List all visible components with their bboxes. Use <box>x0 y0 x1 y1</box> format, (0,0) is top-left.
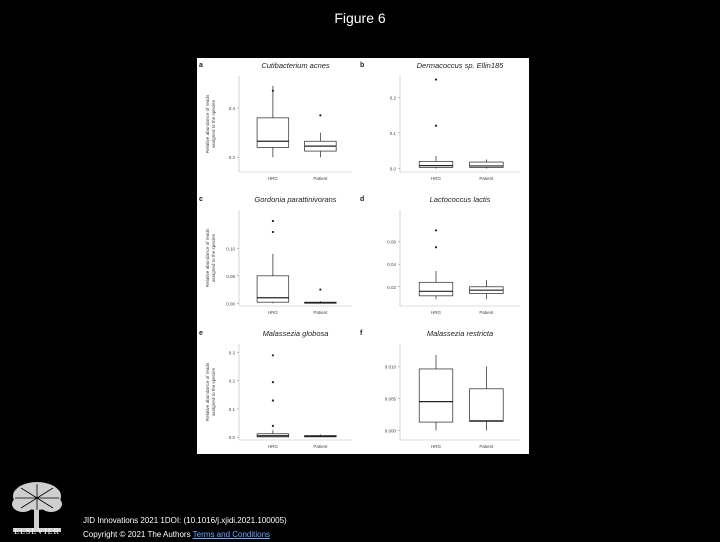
figure-svg <box>197 58 529 454</box>
panel-b <box>360 61 520 181</box>
box-hrg <box>419 161 453 167</box>
outlier-point <box>272 381 274 383</box>
y-tick-label-b: 0.1 <box>389 130 396 136</box>
y-tick-label-c: 0.10 <box>226 246 235 252</box>
outlier-point <box>272 425 274 427</box>
y-tick-label-d: 0.02 <box>387 284 396 290</box>
figure-6 <box>197 58 529 454</box>
panel-letter-b: b <box>360 62 365 69</box>
panel-c <box>199 195 352 315</box>
outlier-point <box>272 220 274 222</box>
y-axis-label-c: assigned to the species <box>211 233 216 283</box>
outlier-point <box>272 354 274 356</box>
box-hrg <box>257 118 289 148</box>
panel-letter-c: c <box>199 196 203 203</box>
x-tick-label-d: HRG <box>431 310 441 315</box>
y-tick-label-b: 0.0 <box>389 166 396 172</box>
box-patient <box>470 162 504 167</box>
x-tick-label-d: Patient <box>479 310 494 315</box>
outlier-point <box>272 399 274 401</box>
outlier-point <box>435 229 437 231</box>
panel-title-d: Lactococcus lactis <box>429 195 491 204</box>
slide-footer <box>83 514 287 542</box>
y-axis-label-e: assigned to the species <box>211 367 216 417</box>
x-tick-label-a: Patient <box>313 176 328 181</box>
y-axis-label-a: assigned to the species <box>211 99 216 149</box>
copyright-text: Copyright © 2021 The Authors <box>83 530 191 539</box>
y-tick-label-a: 0.2 <box>228 155 235 161</box>
y-tick-label-d: 0.04 <box>387 262 396 268</box>
box-patient <box>470 389 504 422</box>
y-tick-label-e: 0.0 <box>228 435 235 441</box>
panel-title-c: Gordonia parattinivorans <box>254 195 337 204</box>
citation: JID Innovations 2021 1DOI: (10.1016/j.xjidi.2021.100005) <box>83 516 287 525</box>
panel-letter-e: e <box>199 330 203 337</box>
x-tick-label-f: HRG <box>431 444 441 449</box>
panel-letter-f: f <box>360 330 363 337</box>
panel-title-b: Dermacoccus sp. Ellin185 <box>416 61 504 70</box>
y-tick-label-e: 0.2 <box>228 378 235 384</box>
y-tick-label-d: 0.06 <box>387 239 396 245</box>
outlier-point <box>435 125 437 127</box>
x-tick-label-e: Patient <box>313 444 328 449</box>
y-axis-label-a: Relative abundance of reads <box>205 94 210 154</box>
outlier-point <box>319 114 321 116</box>
panel-title-a: Cutibacterium acnes <box>261 61 330 70</box>
terms-link[interactable]: Terms and Conditions <box>192 530 271 539</box>
outlier-point <box>435 246 437 248</box>
panel-d <box>360 195 520 315</box>
y-tick-label-f: 0.000 <box>384 428 396 434</box>
slide-title: Figure 6 <box>334 10 386 26</box>
y-tick-label-f: 0.005 <box>384 396 396 402</box>
outlier-point <box>319 288 321 290</box>
panel-letter-d: d <box>360 196 365 203</box>
y-tick-label-a: 0.4 <box>228 106 235 111</box>
panel-a <box>199 61 352 181</box>
outlier-point <box>272 90 274 92</box>
y-axis-label-c: Relative abundance of reads <box>205 228 210 288</box>
y-tick-label-e: 0.3 <box>228 350 235 356</box>
outlier-point <box>272 231 274 233</box>
x-tick-label-c: Patient <box>313 310 328 315</box>
y-tick-label-f: 0.010 <box>384 364 396 370</box>
x-tick-label-c: HRG <box>267 310 278 315</box>
y-tick-label-c: 0.00 <box>226 301 235 307</box>
outlier-point <box>435 78 437 80</box>
box-hrg <box>419 369 453 422</box>
y-tick-label-b: 0.2 <box>389 95 396 101</box>
y-tick-label-c: 0.05 <box>226 273 235 279</box>
publisher-name: ELSEVIER <box>14 527 60 536</box>
panel-e <box>199 329 352 449</box>
x-tick-label-e: HRG <box>267 444 278 449</box>
panel-title-f: Malassezia restricta <box>426 329 494 338</box>
panel-letter-a: a <box>199 62 203 69</box>
y-axis-label-e: Relative abundance of reads <box>205 362 210 422</box>
box-hrg <box>419 282 453 296</box>
x-tick-label-b: HRG <box>431 176 441 181</box>
x-tick-label-a: HRG <box>267 176 278 181</box>
y-tick-label-e: 0.1 <box>228 406 235 412</box>
x-tick-label-b: Patient <box>479 176 494 181</box>
panel-f <box>360 329 520 449</box>
x-tick-label-f: Patient <box>479 444 494 449</box>
panel-title-e: Malassezia globosa <box>262 329 329 338</box>
